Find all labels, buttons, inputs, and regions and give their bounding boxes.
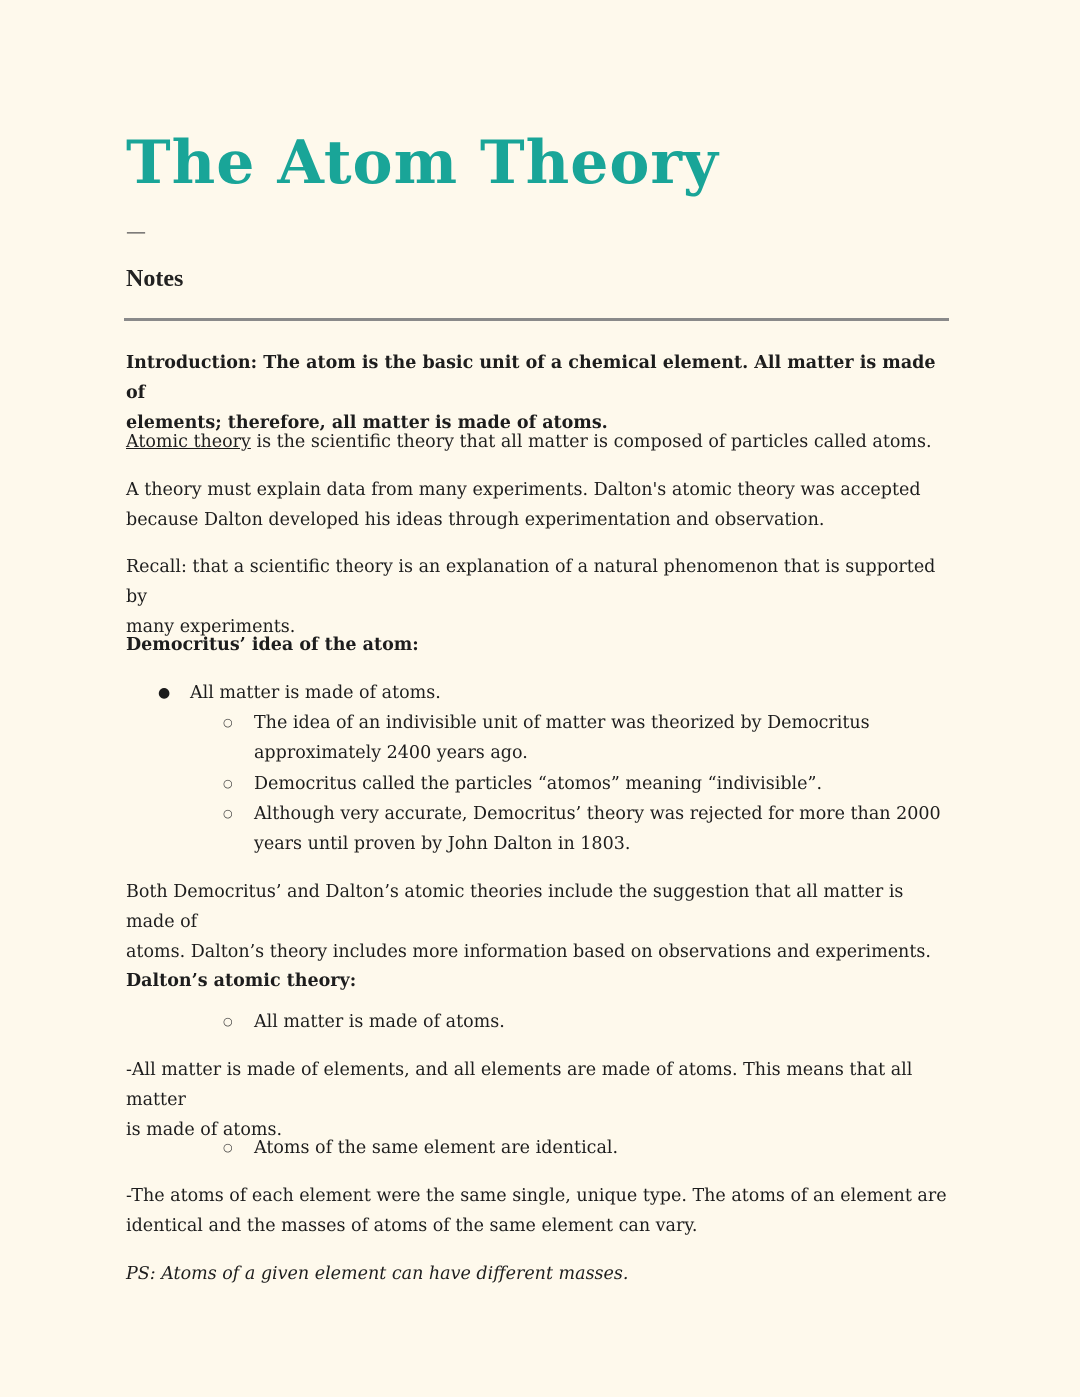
atomic-theory-definition: is the scientific theory that all matter is composed of particles called atoms.	[256, 432, 932, 452]
dalton-point-2-explanation-line-1: -The atoms of each element were the same single, unique type. The atoms of an element are	[126, 1186, 947, 1206]
comparison-line-2: atoms. Dalton’s theory includes more information based on observations and experiments.	[126, 942, 931, 962]
horizontal-rule	[124, 318, 949, 321]
intro-text: The atom is the basic unit of a chemical element. All matter is made of	[126, 353, 936, 403]
recall-line-2: many experiments.	[126, 617, 296, 637]
democritus-sub-2: Democritus called the particles “atomos” meaning “indivisible”.	[254, 774, 823, 794]
dalton-point-1-explanation	[126, 1055, 956, 1145]
sub-bullet-circle-icon: ○	[223, 716, 233, 729]
theory-explanation-line-1: A theory must explain data from many experiments. Dalton's atomic theory was accepted	[126, 480, 921, 500]
democritus-bullet: All matter is made of atoms.	[190, 683, 441, 703]
recall-line-1: Recall: that a scientific theory is an explanation of a natural phenomenon that is supported by	[126, 557, 936, 607]
intro-text-2: elements; therefore, all matter is made of atoms.	[126, 413, 608, 433]
dalton-heading: Dalton’s atomic theory:	[126, 971, 357, 991]
atomic-theory-paragraph	[126, 427, 956, 457]
atomic-theory-term: Atomic theory	[126, 432, 251, 452]
democritus-sub-3-line-2: years until proven by John Dalton in 1803.	[254, 834, 631, 854]
comparison-paragraph	[126, 877, 956, 967]
democritus-sub-1-line-1: The idea of an indivisible unit of matter was theorized by Democritus	[254, 713, 870, 733]
democritus-sub-3-line-1: Although very accurate, Democritus’ theory was rejected for more than 2000	[254, 804, 941, 824]
sub-bullet-circle-icon: ○	[223, 777, 233, 790]
dalton-point-2-explanation	[126, 1181, 956, 1241]
democritus-heading: Democritus’ idea of the atom:	[126, 635, 419, 655]
dalton-point-1-explanation-line-1: -All matter is made of elements, and all elements are made of atoms. This means that all matter	[126, 1060, 913, 1110]
page-subtitle: Notes	[126, 266, 184, 292]
comparison-line-1: Both Democritus’ and Dalton’s atomic theories include the suggestion that all matter is made of	[126, 882, 904, 932]
dalton-point-1-explanation-line-2: is made of atoms.	[126, 1120, 283, 1140]
dalton-point-2-explanation-line-2: identical and the masses of atoms of the same element can vary.	[126, 1216, 698, 1236]
democritus-sub-1-line-2: approximately 2400 years ago.	[254, 743, 528, 763]
title-dash: —	[126, 219, 146, 243]
democritus-sub-1	[254, 708, 870, 768]
sub-bullet-circle-icon: ○	[223, 807, 233, 820]
recall-paragraph	[126, 552, 956, 642]
page-title: The Atom Theory	[126, 128, 719, 198]
democritus-sub-3	[254, 799, 941, 859]
theory-explanation-paragraph	[126, 475, 956, 535]
dalton-point-1: All matter is made of atoms.	[254, 1012, 505, 1032]
bullet-dot-icon: ●	[158, 685, 171, 701]
sub-bullet-circle-icon: ○	[223, 1141, 233, 1154]
intro-paragraph	[126, 348, 956, 438]
postscript-note: PS: Atoms of a given element can have different masses.	[126, 1264, 629, 1284]
sub-bullet-circle-icon: ○	[223, 1015, 233, 1028]
dalton-point-2: Atoms of the same element are identical.	[254, 1138, 619, 1158]
intro-label: Introduction:	[126, 353, 258, 373]
theory-explanation-line-2: because Dalton developed his ideas through experimentation and observation.	[126, 510, 825, 530]
